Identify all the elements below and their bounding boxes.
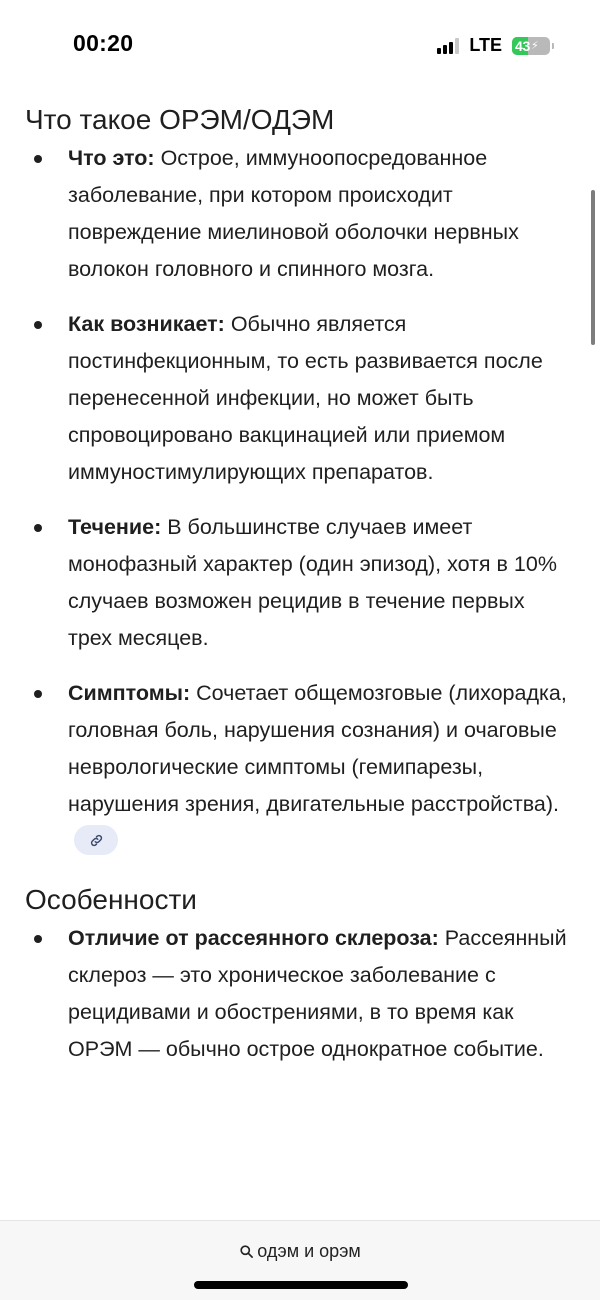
bottom-search-bar bbox=[0, 1220, 600, 1300]
bullet-icon bbox=[34, 524, 42, 532]
item-text: Рассеянный склероз — это хроническое заболевание с рецидивами и обострениями, в то время как ОРЭМ — обычно острое однократное событие. bbox=[68, 926, 567, 1061]
list-item bbox=[0, 920, 600, 1068]
search-query-button[interactable] bbox=[0, 1241, 600, 1262]
list-item bbox=[0, 306, 600, 491]
search-icon bbox=[239, 1244, 254, 1259]
battery-level: 43 bbox=[515, 37, 530, 54]
item-text: Острое, иммуноопосредованное заболевание, при котором происходит повреждение миелиновой оболочки нервных волокон головного и спинного мозга. bbox=[68, 146, 519, 281]
bullet-icon bbox=[34, 321, 42, 329]
bullet-icon bbox=[34, 690, 42, 698]
item-label: Что это: bbox=[68, 146, 155, 170]
link-icon bbox=[89, 833, 104, 848]
signal-strength-icon bbox=[437, 38, 459, 54]
network-type: LTE bbox=[469, 35, 502, 55]
item-text: В большинстве случаев имеет монофазный характер (один эпизод), хотя в 10% случаев возможен рецидив в течение первых трех месяцев. bbox=[68, 515, 557, 650]
list-item bbox=[0, 140, 600, 288]
item-text: Сочетает общемозговые (лихорадка, головная боль, нарушения сознания) и очаговые неврологические симптомы (гемипарезы, нарушения зрения, двигательные расстройства). bbox=[68, 681, 567, 816]
list-item bbox=[0, 509, 600, 657]
item-label: Течение: bbox=[68, 515, 162, 539]
item-text: Обычно является постинфекционным, то есть развивается после перенесенной инфекции, но может быть спровоцировано вакцинацией или приемом иммуностимулирующих препаратов. bbox=[68, 312, 543, 484]
section-list-what-is bbox=[0, 140, 600, 860]
battery-icon bbox=[512, 37, 550, 55]
item-label: Как возникает: bbox=[68, 312, 225, 336]
status-time: 00:20 bbox=[73, 30, 134, 56]
item-label: Отличие от рассеянного склероза: bbox=[68, 926, 439, 950]
search-query-text: одэм и орэм bbox=[257, 1241, 361, 1261]
bullet-icon bbox=[34, 155, 42, 163]
home-indicator[interactable] bbox=[194, 1281, 408, 1289]
source-link-chip[interactable] bbox=[74, 825, 118, 855]
section-title-what-is: Что такое ОРЭМ/ОДЭМ bbox=[25, 104, 335, 135]
answer-content bbox=[0, 90, 600, 1220]
section-title-features: Особенности bbox=[25, 884, 197, 915]
vertical-scrollbar[interactable] bbox=[591, 190, 595, 345]
section-list-features bbox=[0, 920, 600, 1068]
status-indicators bbox=[437, 35, 550, 56]
status-bar bbox=[0, 0, 600, 90]
bullet-icon bbox=[34, 935, 42, 943]
list-item bbox=[0, 675, 600, 860]
charging-bolt-icon: ⚡ bbox=[530, 40, 539, 52]
item-label: Симптомы: bbox=[68, 681, 191, 705]
